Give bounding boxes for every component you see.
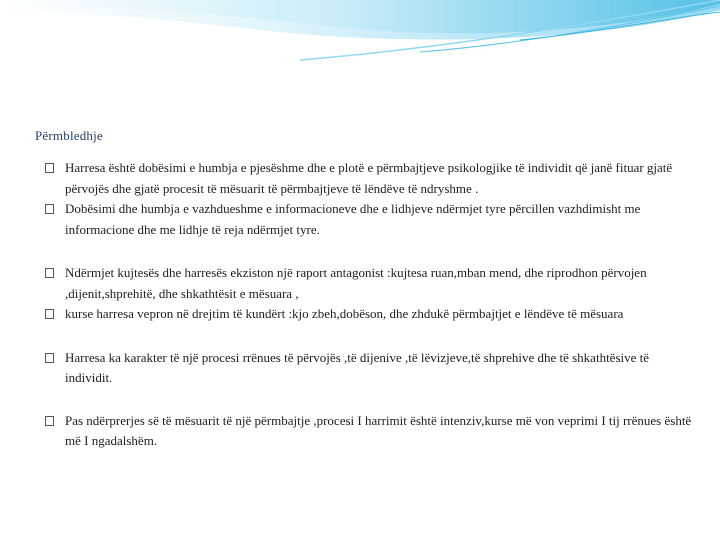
bullet-text: Pas ndërprerjes së të mësuarit të një përmbajtje ,procesi I harrimit është intenziv,kurse më von veprimi I tij rrënues është më I ngadalshëm. [65,412,692,448]
bullet-text: Dobësimi dhe humbja e vazhdueshme e informacioneve dhe e lidhjeve ndërmjet tyre përcillen vazhdimisht me informacione dhe me lidhje të reja ndërmjet tyre. [65,201,641,237]
bullet-box-icon [45,353,54,363]
list-item [45,199,695,240]
bullet-box-icon [45,416,54,426]
bullet-box-icon [45,204,54,214]
bullet-box-icon [45,309,54,319]
bullet-box-icon [45,268,54,278]
header-wave-decoration [0,0,720,70]
slide-heading: Përmbledhje [35,128,103,143]
list-item [45,304,695,325]
list-item [45,348,695,389]
bullet-list [45,158,695,452]
list-item [45,263,695,304]
bullet-text: kurse harresa vepron në drejtim të kundërt :kjo zbeh,dobëson, dhe zhdukë përmbajtjet e lëndëve të mësuara [65,306,624,321]
bullet-text: Harresa ka karakter të një procesi rrënues të përvojës ,të dijenive ,të lëvizjeve,të shprehive dhe të shkathtësive të individit. [65,349,650,385]
list-item [45,411,695,452]
bullet-text: Ndërmjet kujtesës dhe harresës ekziston një raport antagonist :kujtesa ruan,mban mend, dhe riprodhon përvojen ,dijenit,shprehitë, dhe shkathtësit e mësuara , [65,265,647,301]
list-item [45,158,695,199]
bullet-box-icon [45,163,54,173]
bullet-text: Harresa është dobësimi e humbja e pjesëshme dhe e plotë e përmbajtjeve psikologjike të individit që janë fituar gjatë përvojës dhe gjatë procesit të mësuarit të përmbajtjeve të lëndëve të ndryshme . [65,160,673,196]
